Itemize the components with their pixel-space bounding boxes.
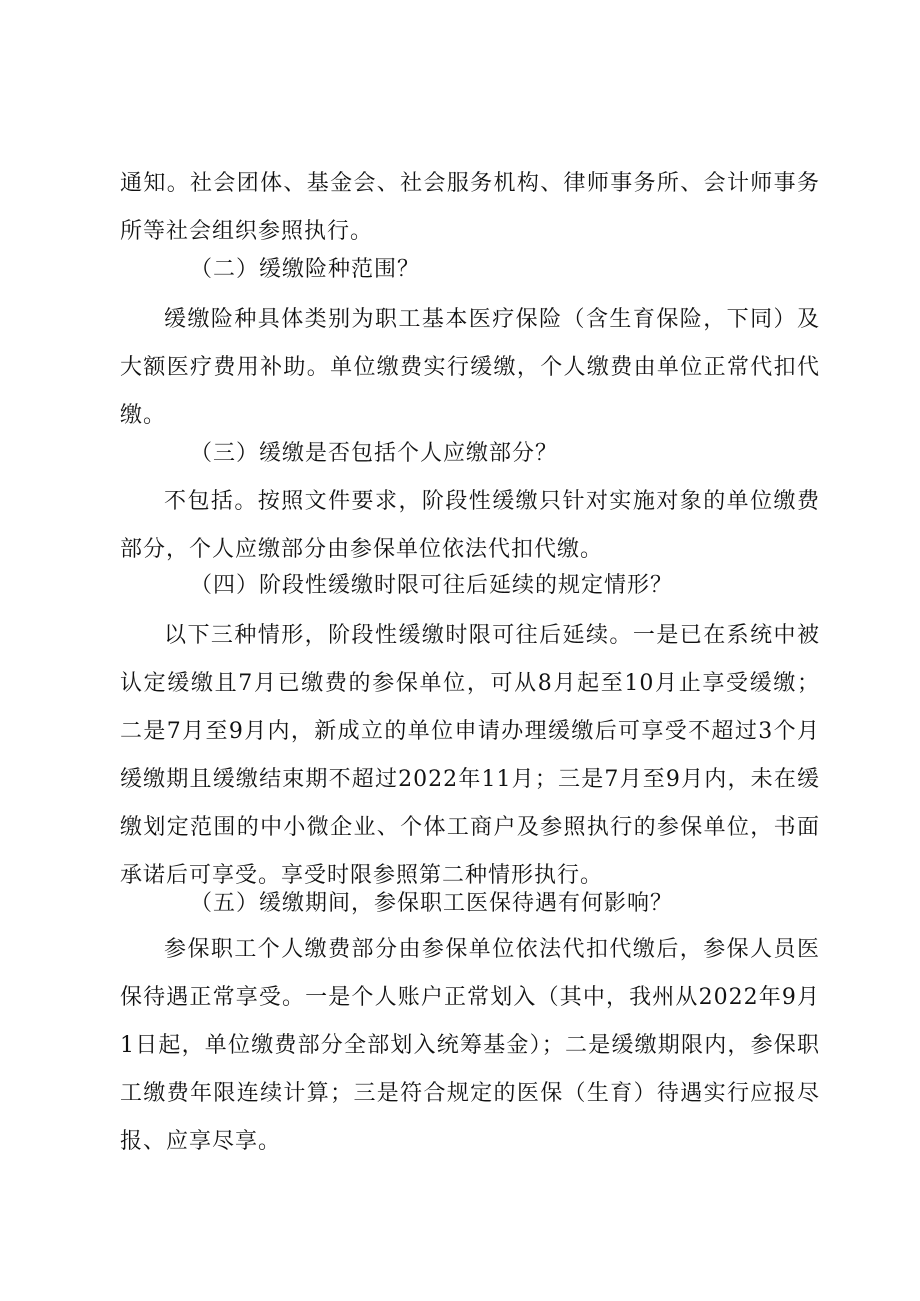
paragraph-intro-continuation: 通知。社会团体、基金会、社会服务机构、律师事务所、会计师事务所等社会组织参照执行。 (120, 171, 820, 244)
section-heading-4: （四）阶段性缓缴时限可往后延续的规定情形？ (190, 573, 674, 598)
section-heading-3: （三）缓缴是否包括个人应缴部分？ (190, 441, 559, 466)
paragraph-section-2: 缓缴险种具体类别为职工基本医疗保险（含生育保险，下同）及大额医疗费用补助。单位缴费实行缓缴，个人缴费由单位正常代扣代缴。 (120, 307, 820, 428)
paragraph-section-5: 参保职工个人缴费部分由参保单位依法代扣代缴后，参保人员医保待遇正常享受。一是个人账户正常划入（其中，我州从2022年9月1日起，单位缴费部分全部划入统筹基金）；二是缓缴期限内，参保职工缴费年限连续计算；三是符合规定的医保（生育）待遇实行应报尽报、应享尽享。 (120, 937, 820, 1154)
section-heading-2: （二）缓缴险种范围？ (190, 257, 421, 282)
paragraph-section-3: 不包括。按照文件要求，阶段性缓缴只针对实施对象的单位缴费部分，个人应缴部分由参保单位依法代扣代缴。 (120, 489, 820, 562)
paragraph-section-4: 以下三种情形，阶段性缓缴时限可往后延续。一是已在系统中被认定缓缴且7月已缴费的参保单位，可从8月起至10月止享受缓缴；二是7月至9月内，新成立的单位申请办理缓缴后可享受不超过3个月缓缴期且缓缴结束期不超过2022年11月；三是7月至9月内，未在缓缴划定范围的中小微企业、个体工商户及参照执行的参保单位，书面承诺后可享受。享受时限参照第二种情形执行。 (120, 623, 820, 888)
section-heading-5: （五）缓缴期间，参保职工医保待遇有何影响？ (190, 891, 674, 916)
